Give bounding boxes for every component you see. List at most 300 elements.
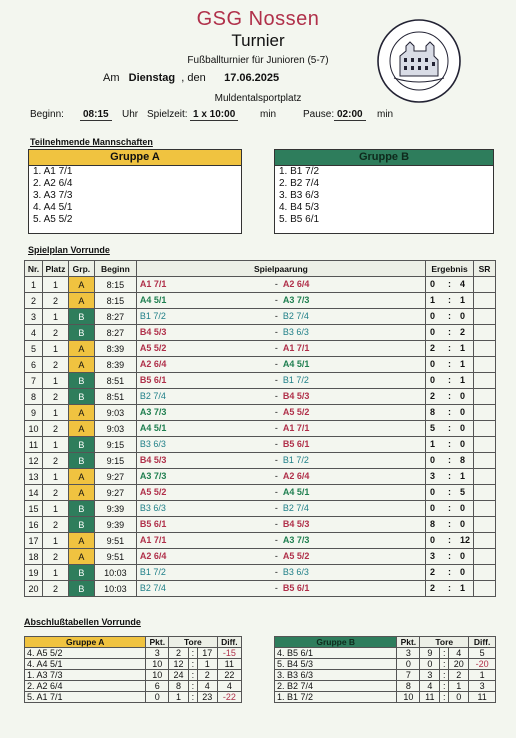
den-label: , den xyxy=(181,72,206,84)
away-score: 5 xyxy=(460,487,466,497)
group-a-team-list xyxy=(29,166,241,226)
match-pairing xyxy=(136,437,425,453)
match-pairing xyxy=(136,277,425,293)
goals-for: 12 xyxy=(169,659,189,670)
col-pairing: Spielpaarung xyxy=(136,261,425,277)
goals-against: 0 xyxy=(449,692,469,703)
match-group: B xyxy=(68,309,94,325)
away-score: 0 xyxy=(460,391,466,401)
match-nr: 15 xyxy=(25,501,43,517)
standing-team: 3. B3 6/3 xyxy=(275,670,397,681)
home-score: 0 xyxy=(430,487,436,497)
goals-against: 1 xyxy=(449,681,469,692)
match-nr: 20 xyxy=(25,581,43,597)
match-beginn: 10:03 xyxy=(94,581,136,597)
match-referee xyxy=(473,325,495,341)
match-platz: 1 xyxy=(42,533,68,549)
schedule-row xyxy=(25,581,496,597)
match-nr: 8 xyxy=(25,389,43,405)
match-referee xyxy=(473,485,495,501)
goal-diff: -20 xyxy=(469,659,496,670)
schedule-row xyxy=(25,341,496,357)
score-colon: : xyxy=(448,407,452,417)
away-team: B3 6/3 xyxy=(282,327,309,337)
match-nr: 5 xyxy=(25,341,43,357)
away-team: B4 5/3 xyxy=(282,519,310,529)
pairing-dash: - xyxy=(274,471,278,481)
away-score: 0 xyxy=(460,407,466,417)
home-score: 5 xyxy=(430,423,436,433)
goals-for: 11 xyxy=(420,692,440,703)
match-referee xyxy=(473,469,495,485)
standings-row xyxy=(275,670,496,681)
match-result xyxy=(426,405,474,421)
match-group: A xyxy=(68,277,94,293)
goals-against: 23 xyxy=(197,692,217,703)
standing-points: 0 xyxy=(397,659,420,670)
standings-row xyxy=(275,648,496,659)
match-result xyxy=(426,373,474,389)
match-pairing xyxy=(136,293,425,309)
match-pairing xyxy=(136,581,425,597)
match-result xyxy=(426,389,474,405)
group-a-teams-box xyxy=(28,149,242,234)
schedule-row xyxy=(25,357,496,373)
standings-a-title: Gruppe A xyxy=(25,637,146,648)
match-referee xyxy=(473,565,495,581)
match-group: A xyxy=(68,549,94,565)
match-group: B xyxy=(68,453,94,469)
schedule-row xyxy=(25,421,496,437)
score-colon: : xyxy=(448,327,452,337)
schedule-row xyxy=(25,437,496,453)
standings-row xyxy=(25,692,242,703)
away-team: A3 7/3 xyxy=(282,295,310,305)
match-group: A xyxy=(68,469,94,485)
match-pairing xyxy=(136,405,425,421)
match-result xyxy=(426,485,474,501)
match-platz: 2 xyxy=(42,517,68,533)
away-team: A2 6/4 xyxy=(282,471,310,481)
home-score: 0 xyxy=(430,279,436,289)
away-team: B4 5/3 xyxy=(282,391,310,401)
match-referee xyxy=(473,373,495,389)
match-beginn: 8:27 xyxy=(94,325,136,341)
venue: Muldentalsportplatz xyxy=(214,93,302,104)
match-group: B xyxy=(68,501,94,517)
group-a-team: 1. A1 7/1 xyxy=(33,166,73,177)
goals-against: 4 xyxy=(197,681,217,692)
match-group: A xyxy=(68,533,94,549)
schedule-row xyxy=(25,501,496,517)
match-result xyxy=(426,581,474,597)
standings-b-pkt: Pkt. xyxy=(397,637,420,648)
match-beginn: 9:03 xyxy=(94,405,136,421)
match-nr: 1 xyxy=(25,277,43,293)
group-b-teams-box xyxy=(274,149,494,234)
pairing-dash: - xyxy=(274,327,278,337)
match-group: B xyxy=(68,373,94,389)
score-colon: : xyxy=(448,279,452,289)
score-colon: : xyxy=(448,519,452,529)
standings-b-diff: Diff. xyxy=(469,637,496,648)
pairing-dash: - xyxy=(274,455,278,465)
schedule-row xyxy=(25,485,496,501)
match-platz: 2 xyxy=(42,581,68,597)
home-team: A5 5/2 xyxy=(139,487,167,497)
pairing-dash: - xyxy=(274,583,278,593)
match-beginn: 8:39 xyxy=(94,341,136,357)
away-team: A1 7/1 xyxy=(282,423,310,433)
pairing-dash: - xyxy=(274,407,278,417)
col-platz: Platz xyxy=(42,261,68,277)
match-result xyxy=(426,501,474,517)
home-team: A3 7/3 xyxy=(139,407,167,417)
score-colon: : xyxy=(448,503,452,513)
goals-for: 3 xyxy=(420,670,440,681)
standing-team: 2. B2 7/4 xyxy=(275,681,397,692)
schedule-row xyxy=(25,293,496,309)
goal-diff: 22 xyxy=(217,670,241,681)
away-score: 1 xyxy=(460,375,466,385)
match-referee xyxy=(473,389,495,405)
home-score: 2 xyxy=(430,567,436,577)
away-score: 2 xyxy=(460,327,466,337)
match-beginn: 9:39 xyxy=(94,517,136,533)
away-score: 12 xyxy=(460,535,471,545)
home-team: B5 6/1 xyxy=(139,519,167,529)
match-beginn: 9:15 xyxy=(94,437,136,453)
goals-for: 4 xyxy=(420,681,440,692)
home-score: 8 xyxy=(430,407,436,417)
match-beginn: 9:15 xyxy=(94,453,136,469)
schedule-row xyxy=(25,453,496,469)
match-referee xyxy=(473,277,495,293)
goals-against: 20 xyxy=(449,659,469,670)
match-group: B xyxy=(68,581,94,597)
match-pairing xyxy=(136,357,425,373)
match-platz: 2 xyxy=(42,485,68,501)
away-score: 0 xyxy=(460,423,466,433)
goals-colon: : xyxy=(440,659,449,670)
standings-row xyxy=(275,692,496,703)
away-team: B5 6/1 xyxy=(282,439,310,449)
match-group: A xyxy=(68,341,94,357)
goal-diff: -15 xyxy=(217,648,241,659)
standing-points: 7 xyxy=(397,670,420,681)
match-platz: 2 xyxy=(42,293,68,309)
home-score: 0 xyxy=(430,455,436,465)
match-result xyxy=(426,565,474,581)
match-pairing xyxy=(136,501,425,517)
goals-colon: : xyxy=(188,692,197,703)
schedule-row xyxy=(25,325,496,341)
match-platz: 1 xyxy=(42,469,68,485)
schedule-row xyxy=(25,277,496,293)
weekday: Dienstag xyxy=(128,72,176,84)
away-team: B5 6/1 xyxy=(282,583,310,593)
match-beginn: 9:51 xyxy=(94,549,136,565)
standings-row xyxy=(275,659,496,670)
away-score: 0 xyxy=(460,503,466,513)
match-pairing xyxy=(136,517,425,533)
match-platz: 2 xyxy=(42,453,68,469)
home-team: B4 5/3 xyxy=(139,327,167,337)
match-referee xyxy=(473,453,495,469)
goals-colon: : xyxy=(188,681,197,692)
away-score: 0 xyxy=(460,551,466,561)
col-grp: Grp. xyxy=(68,261,94,277)
goals-colon: : xyxy=(188,659,197,670)
goals-against: 2 xyxy=(449,670,469,681)
standings-b-header xyxy=(275,637,496,648)
school-title: GSG Nossen xyxy=(196,8,320,30)
home-team: B4 5/3 xyxy=(139,455,167,465)
col-beginn: Beginn xyxy=(94,261,136,277)
match-nr: 16 xyxy=(25,517,43,533)
score-colon: : xyxy=(448,439,452,449)
standings-b-tore: Tore xyxy=(420,637,469,648)
match-nr: 14 xyxy=(25,485,43,501)
schedule-row xyxy=(25,309,496,325)
match-pairing xyxy=(136,485,425,501)
away-team: A5 5/2 xyxy=(282,407,310,417)
home-score: 8 xyxy=(430,519,436,529)
standing-points: 8 xyxy=(397,681,420,692)
match-result xyxy=(426,549,474,565)
pause-value: 02:00 xyxy=(334,109,366,121)
away-team: A2 6/4 xyxy=(282,279,310,289)
match-platz: 2 xyxy=(42,357,68,373)
standing-team: 5. A1 7/1 xyxy=(25,692,146,703)
match-result xyxy=(426,517,474,533)
pairing-dash: - xyxy=(274,551,278,561)
standing-points: 6 xyxy=(146,681,169,692)
goals-against: 17 xyxy=(197,648,217,659)
goals-colon: : xyxy=(188,648,197,659)
away-team: B3 6/3 xyxy=(282,567,309,577)
pairing-dash: - xyxy=(274,311,278,321)
home-score: 3 xyxy=(430,551,436,561)
match-pairing xyxy=(136,565,425,581)
away-team: B2 7/4 xyxy=(282,503,309,513)
match-referee xyxy=(473,437,495,453)
match-group: A xyxy=(68,421,94,437)
group-b-team: 1. B1 7/2 xyxy=(279,166,320,177)
standings-a-header xyxy=(25,637,242,648)
spielzeit-unit: min xyxy=(260,109,277,120)
match-platz: 1 xyxy=(42,341,68,357)
goal-diff: -22 xyxy=(217,692,241,703)
group-a-team: 5. A5 5/2 xyxy=(33,214,73,225)
pairing-dash: - xyxy=(274,375,278,385)
score-colon: : xyxy=(448,583,452,593)
pause-label: Pause: xyxy=(303,109,335,120)
event-subtitle: Fußballturnier für Junioren (5-7) xyxy=(187,55,329,66)
home-team: B1 7/2 xyxy=(139,567,166,577)
standings-group-b-table xyxy=(274,636,496,703)
pairing-dash: - xyxy=(274,391,278,401)
match-result xyxy=(426,421,474,437)
match-nr: 4 xyxy=(25,325,43,341)
goals-colon: : xyxy=(440,648,449,659)
pairing-dash: - xyxy=(274,439,278,449)
match-group: B xyxy=(68,325,94,341)
spielzeit-value: 1 x 10:00 xyxy=(190,109,238,121)
score-colon: : xyxy=(448,551,452,561)
match-pairing xyxy=(136,325,425,341)
match-group: A xyxy=(68,405,94,421)
pause-unit: min xyxy=(377,109,394,120)
standings-row xyxy=(25,648,242,659)
match-beginn: 9:27 xyxy=(94,485,136,501)
home-score: 0 xyxy=(430,503,436,513)
match-referee xyxy=(473,293,495,309)
home-score: 0 xyxy=(430,327,436,337)
score-colon: : xyxy=(448,343,452,353)
match-result xyxy=(426,325,474,341)
goals-for: 0 xyxy=(420,659,440,670)
match-pairing xyxy=(136,421,425,437)
match-pairing xyxy=(136,453,425,469)
match-beginn: 8:39 xyxy=(94,357,136,373)
group-a-team: 2. A2 6/4 xyxy=(33,178,73,189)
match-group: B xyxy=(68,437,94,453)
score-colon: : xyxy=(448,535,452,545)
home-team: A4 5/1 xyxy=(139,295,167,305)
goal-diff: 3 xyxy=(469,681,496,692)
match-pairing xyxy=(136,533,425,549)
score-colon: : xyxy=(448,391,452,401)
match-nr: 17 xyxy=(25,533,43,549)
pairing-dash: - xyxy=(274,423,278,433)
match-referee xyxy=(473,309,495,325)
match-platz: 2 xyxy=(42,549,68,565)
standing-team: 4. A5 5/2 xyxy=(25,648,146,659)
schedule-row xyxy=(25,469,496,485)
match-referee xyxy=(473,549,495,565)
away-score: 0 xyxy=(460,439,466,449)
pairing-dash: - xyxy=(274,535,278,545)
home-team: A1 7/1 xyxy=(139,279,167,289)
date-line xyxy=(103,72,279,84)
away-score: 1 xyxy=(460,343,466,353)
match-platz: 1 xyxy=(42,565,68,581)
match-referee xyxy=(473,421,495,437)
goals-colon: : xyxy=(440,670,449,681)
home-score: 0 xyxy=(430,359,436,369)
score-colon: : xyxy=(448,487,452,497)
goal-diff: 4 xyxy=(217,681,241,692)
match-beginn: 8:27 xyxy=(94,309,136,325)
standing-team: 1. A3 7/3 xyxy=(25,670,146,681)
match-result xyxy=(426,469,474,485)
standings-section-title: Abschlußtabellen Vorrunde xyxy=(24,617,141,627)
standing-team: 5. B4 5/3 xyxy=(275,659,397,670)
match-referee xyxy=(473,357,495,373)
pairing-dash: - xyxy=(274,519,278,529)
pairing-dash: - xyxy=(274,343,278,353)
schedule-row xyxy=(25,533,496,549)
away-score: 1 xyxy=(460,471,466,481)
schedule-section-title: Spielplan Vorrunde xyxy=(28,245,110,255)
home-team: A5 5/2 xyxy=(139,343,167,353)
away-score: 1 xyxy=(460,359,466,369)
score-colon: : xyxy=(448,567,452,577)
match-nr: 19 xyxy=(25,565,43,581)
schedule-row xyxy=(25,389,496,405)
match-nr: 10 xyxy=(25,421,43,437)
match-beginn: 8:15 xyxy=(94,277,136,293)
match-platz: 1 xyxy=(42,437,68,453)
match-group: B xyxy=(68,389,94,405)
standings-row xyxy=(25,670,242,681)
pairing-dash: - xyxy=(274,295,278,305)
away-score: 0 xyxy=(460,311,466,321)
col-nr: Nr. xyxy=(25,261,43,277)
match-result xyxy=(426,341,474,357)
goals-for: 1 xyxy=(169,692,189,703)
home-score: 0 xyxy=(430,375,436,385)
home-score: 2 xyxy=(430,391,436,401)
goals-colon: : xyxy=(440,692,449,703)
match-pairing xyxy=(136,549,425,565)
away-team: B2 7/4 xyxy=(282,311,309,321)
home-team: B3 6/3 xyxy=(139,439,166,449)
home-score: 2 xyxy=(430,583,436,593)
schedule-row xyxy=(25,373,496,389)
schedule-table xyxy=(24,260,496,597)
home-score: 1 xyxy=(430,295,436,305)
match-pairing xyxy=(136,469,425,485)
score-colon: : xyxy=(448,295,452,305)
match-group: B xyxy=(68,565,94,581)
group-b-team: 5. B5 6/1 xyxy=(279,214,320,225)
col-sr: SR xyxy=(473,261,495,277)
match-platz: 2 xyxy=(42,421,68,437)
group-b-team-list xyxy=(275,166,493,226)
group-b-team: 2. B2 7/4 xyxy=(279,178,320,189)
score-colon: : xyxy=(448,375,452,385)
spielzeit-label: Spielzeit: xyxy=(147,109,188,120)
home-team: B3 6/3 xyxy=(139,503,166,513)
standing-points: 0 xyxy=(146,692,169,703)
away-team: A1 7/1 xyxy=(282,343,310,353)
standings-a-tore: Tore xyxy=(169,637,218,648)
times-row xyxy=(30,109,500,125)
group-a-team: 3. A3 7/3 xyxy=(33,190,73,201)
match-beginn: 10:03 xyxy=(94,565,136,581)
away-team: A5 5/2 xyxy=(282,551,310,561)
home-team: B2 7/4 xyxy=(139,583,166,593)
goal-diff: 5 xyxy=(469,648,496,659)
match-nr: 3 xyxy=(25,309,43,325)
goals-colon: : xyxy=(440,681,449,692)
home-team: A3 7/3 xyxy=(139,471,167,481)
match-beginn: 9:51 xyxy=(94,533,136,549)
pairing-dash: - xyxy=(274,487,278,497)
school-seal-logo xyxy=(376,18,462,104)
away-team: A4 5/1 xyxy=(282,487,310,497)
event-title: Turnier xyxy=(231,31,285,50)
away-score: 0 xyxy=(460,519,466,529)
pairing-dash: - xyxy=(274,503,278,513)
match-group: A xyxy=(68,293,94,309)
home-team: A4 5/1 xyxy=(139,423,167,433)
schedule-row xyxy=(25,517,496,533)
goals-for: 24 xyxy=(169,670,189,681)
goals-against: 2 xyxy=(197,670,217,681)
